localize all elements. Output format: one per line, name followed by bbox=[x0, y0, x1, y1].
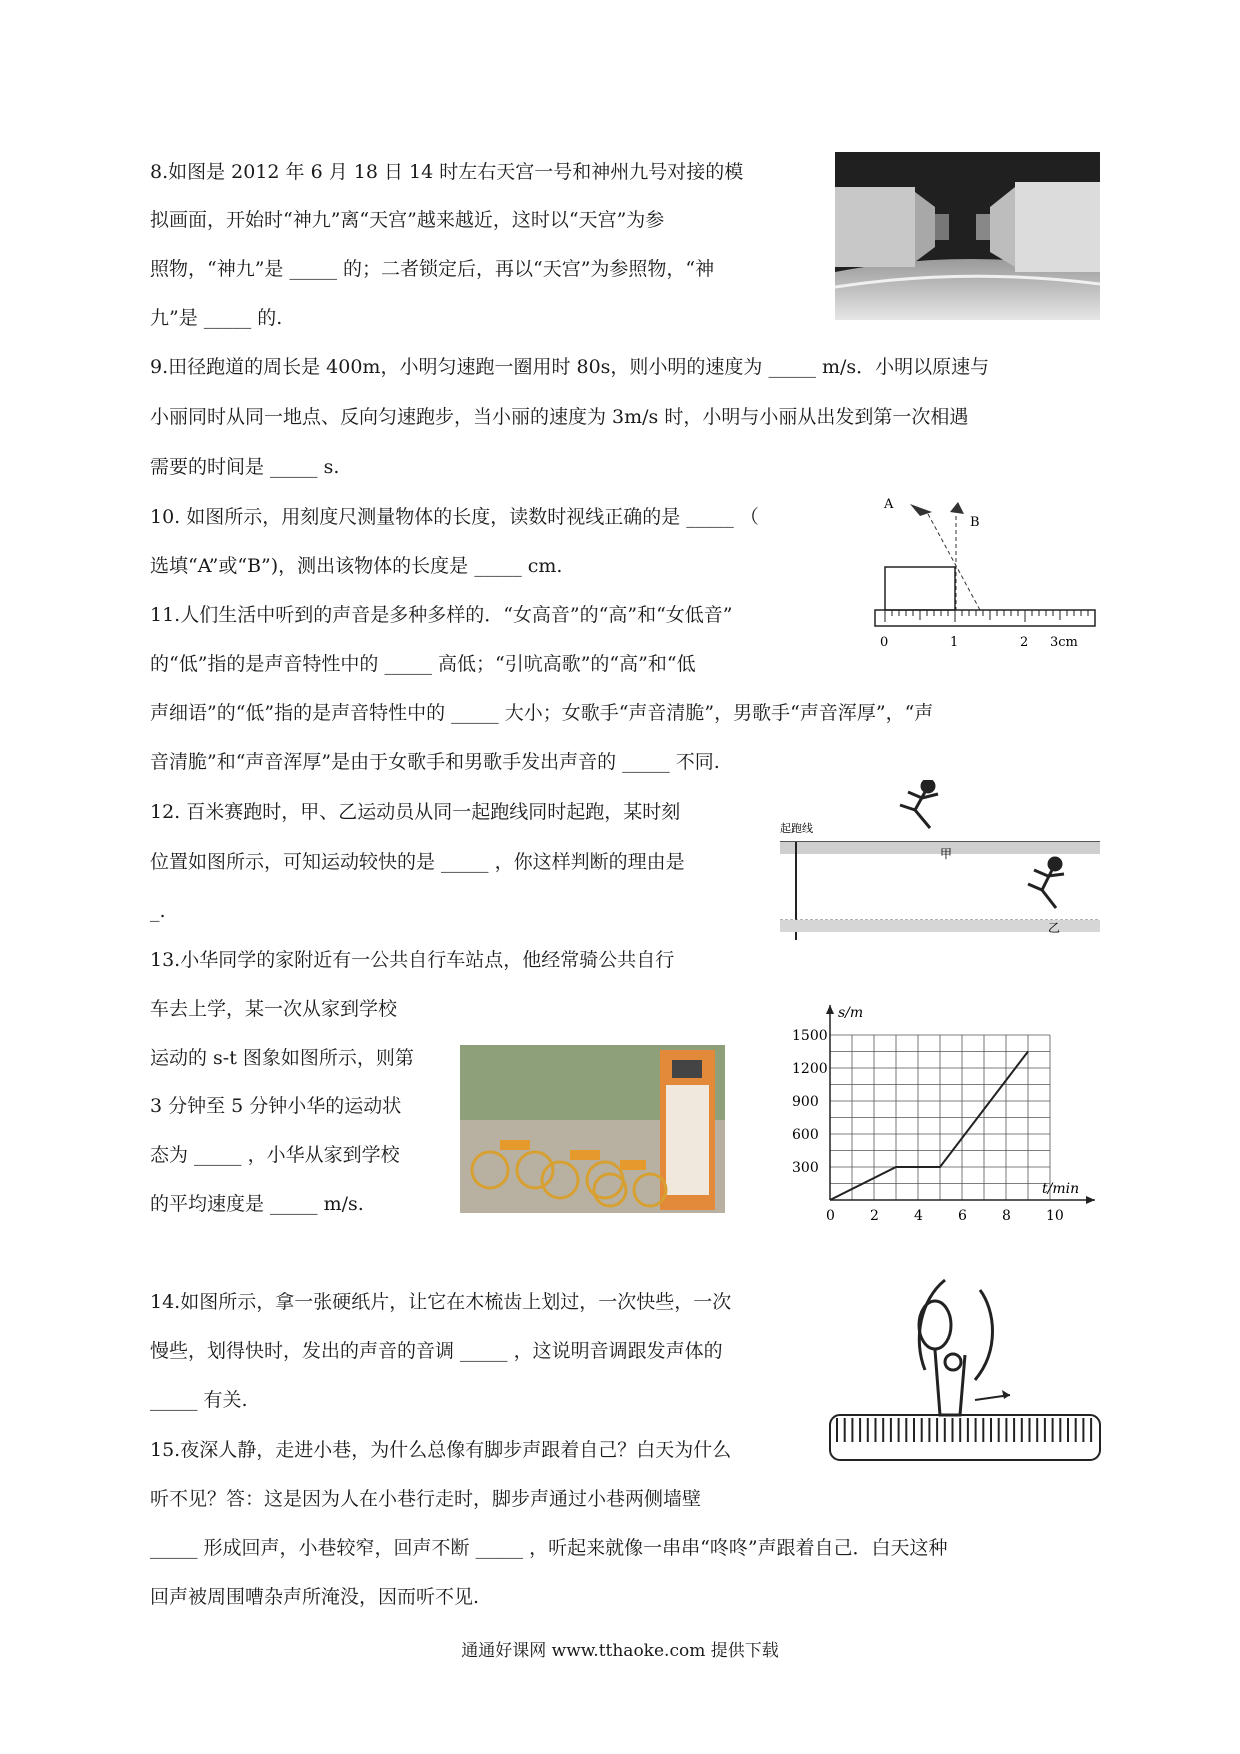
q9-line-3: 需要的时间是 _____ s. bbox=[150, 456, 340, 478]
series-line bbox=[830, 1052, 1028, 1201]
y-tick-label: 900 bbox=[792, 1094, 819, 1110]
q13-line-3: 运动的 s-t 图象如图所示，则第 bbox=[150, 1047, 414, 1069]
x-axis-arrow bbox=[1086, 1196, 1095, 1204]
bike-station-photo bbox=[460, 1045, 725, 1213]
y-axis-arrow bbox=[826, 1005, 834, 1014]
q14-line-1: 14.如图所示，拿一张硬纸片，让它在木梳齿上划过，一次快些，一次 bbox=[150, 1291, 732, 1313]
label-a: A bbox=[884, 497, 894, 512]
race-figure bbox=[780, 780, 1100, 944]
q15-line-2: 听不见？答：这是因为人在小巷行走时，脚步声通过小巷两侧墙壁 bbox=[150, 1488, 702, 1510]
y-tick-label: 300 bbox=[792, 1160, 819, 1176]
st-chart bbox=[790, 995, 1110, 1239]
q9-line-1: 9.田径跑道的周长是 400m，小明匀速跑一圈用时 80s，则小明的速度为 _____ m/s．小明以原速与 bbox=[150, 356, 990, 378]
x-tick-label: 0 bbox=[826, 1208, 835, 1224]
q10-line-2: 选填“A”或“B”)，测出该物体的长度是 _____ cm. bbox=[150, 555, 563, 577]
comb-figure bbox=[825, 1270, 1105, 1484]
x-axis-label: t/min bbox=[1042, 1181, 1080, 1197]
x-tick-label: 6 bbox=[958, 1208, 967, 1224]
q15-line-3: _____ 形成回声，小巷较窄，回声不断 _____ ，听起来就像一串串“咚咚”声跟着自己．白天这种 bbox=[150, 1537, 948, 1559]
q12-line-1: 12. 百米赛跑时，甲、乙运动员从同一起跑线同时起跑，某时刻 bbox=[150, 801, 681, 823]
q8-line-4: 九”是 _____ 的. bbox=[150, 307, 283, 329]
runner-a-label: 甲 bbox=[940, 847, 953, 861]
y-tick-label: 1500 bbox=[792, 1028, 828, 1044]
q11-line-3: 声细语”的“低”指的是声音特性中的 _____ 大小；女歌手“声音清脆”，男歌手“声音浑厚”，“声 bbox=[150, 702, 934, 724]
q12-line-2: 位置如图所示，可知运动较快的是 _____ ，你这样判断的理由是 bbox=[150, 851, 685, 873]
q8-line-2: 拟画面，开始时“神九”离“天宫”越来越近，这时以“天宫”为参 bbox=[150, 209, 665, 231]
q12-line-3: _. bbox=[150, 900, 166, 922]
q14-line-3: _____ 有关. bbox=[150, 1389, 248, 1411]
y-axis-label: s/m bbox=[838, 1005, 864, 1021]
x-tick-label: 2 bbox=[870, 1208, 879, 1224]
q9-line-2: 小丽同时从同一地点、反向匀速跑步，当小丽的速度为 3m/s 时，小明与小丽从出发到第一次相遇 bbox=[150, 406, 969, 428]
docking-photo bbox=[835, 152, 1100, 320]
ruler-figure bbox=[870, 490, 1100, 664]
page-footer: 通通好课网 www.tthaoke.com 提供下载 bbox=[461, 1641, 779, 1661]
x-tick-label: 8 bbox=[1002, 1208, 1011, 1224]
q13-line-2: 车去上学，某一次从家到学校 bbox=[150, 998, 398, 1020]
q13-line-4: 3 分钟至 5 分钟小华的运动状 bbox=[150, 1095, 402, 1117]
q10-line-1: 10. 如图所示，用刻度尺测量物体的长度，读数时视线正确的是 _____ （ bbox=[150, 506, 759, 528]
q14-line-2: 慢些，划得快时，发出的声音的音调 _____ ，这说明音调跟发声体的 bbox=[150, 1340, 723, 1362]
y-tick-label: 1200 bbox=[792, 1061, 828, 1077]
q8-line-1: 8.如图是 2012 年 6 月 18 日 14 时左右天宫一号和神州九号对接的模 bbox=[150, 161, 744, 183]
start-line-label: 起跑线 bbox=[780, 822, 813, 835]
q13-line-5: 态为 _____ ，小华从家到学校 bbox=[150, 1144, 400, 1166]
ruler-tick-3: 3cm bbox=[1050, 635, 1078, 650]
q8-line-3: 照物，“神九”是 _____ 的；二者锁定后，再以“天宫”为参照物，“神 bbox=[150, 258, 715, 280]
label-b: B bbox=[970, 515, 980, 530]
runner-b-label: 乙 bbox=[1048, 921, 1061, 935]
q11-line-1: 11.人们生活中听到的声音是多种多样的．“女高音”的“高”和“女低音” bbox=[150, 604, 733, 626]
q11-line-4: 音清脆”和“声音浑厚”是由于女歌手和男歌手发出声音的 _____ 不同. bbox=[150, 751, 720, 773]
q15-line-4: 回声被周围嘈杂声所淹没，因而听不见. bbox=[150, 1586, 480, 1608]
x-tick-label: 10 bbox=[1046, 1208, 1064, 1224]
ruler-tick-0: 0 bbox=[880, 635, 889, 650]
q13-line-1: 13.小华同学的家附近有一公共自行车站点，他经常骑公共自行 bbox=[150, 949, 675, 971]
q11-line-2: 的“低”指的是声音特性中的 _____ 高低；“引吭高歌”的“高”和“低 bbox=[150, 653, 696, 675]
x-tick-label: 4 bbox=[914, 1208, 923, 1224]
q15-line-1: 15.夜深人静，走进小巷，为什么总像有脚步声跟着自己？白天为什么 bbox=[150, 1439, 732, 1461]
y-tick-label: 600 bbox=[792, 1127, 819, 1143]
ruler-tick-1: 1 bbox=[950, 635, 959, 650]
ruler-tick-2: 2 bbox=[1020, 635, 1029, 650]
q13-line-6: 的平均速度是 _____ m/s. bbox=[150, 1193, 364, 1215]
